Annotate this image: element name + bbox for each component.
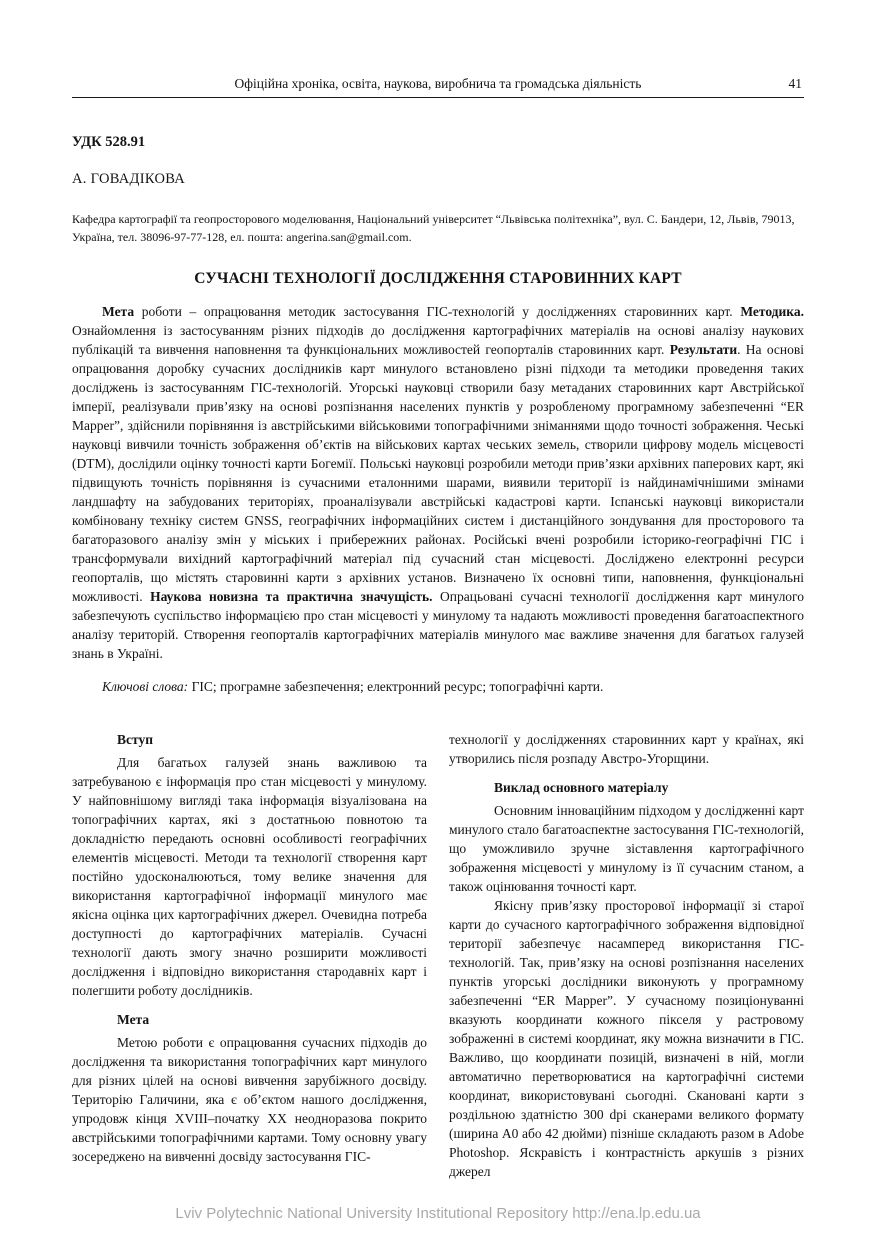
article-title: СУЧАСНІ ТЕХНОЛОГІЇ ДОСЛІДЖЕННЯ СТАРОВИННИХ КАРТ [194, 270, 682, 287]
repository-footer: Lviv Polytechnic National University Institutional Repository http://ena.lp.edu.ua [175, 1205, 701, 1222]
keywords-label: Ключові слова: [102, 678, 189, 694]
abstract-text-1: роботи – опрацювання методик застосування ГІС-технологій у дослідженнях старовинних карт. [134, 304, 741, 319]
heading-main-material: Виклад основного матеріалу [494, 779, 669, 795]
author-name: А. ГОВАДІКОВА [72, 171, 186, 187]
paragraph-goal: Метою роботи є опрацювання сучасних підходів до дослідження та використання топографічних карт минулого для різних цілей на основі вивчення зарубіжного досвіду. Територію Галичини, яка є об’єктом нашого дослідження, упродовж кінця XVIII–початку XX неодноразова покрито австрійськими топографічними картами. Тому основну увагу зосереджено на вивченні досвіду застосування ГІС- [72, 1034, 427, 1164]
author-affiliation: Кафедра картографії та геопросторового моделювання, Національний університет “Львівська політехніка”, вул. С. Бандери, 12, Львів, 79013, Україна, тел. 38096-97-77-128, ел. пошта: angerina.san@gmail.com. [72, 212, 795, 244]
running-title: Офіційна хроніка, освіта, наукова, виробнича та громадська діяльність [234, 76, 642, 91]
udc-code: УДК 528.91 [72, 134, 146, 150]
abstract-paragraph [72, 302, 804, 663]
abstract-text-4: Опрацьовані сучасні технології дослідження карт минулого забезпечують суспільство інформацією про стан місцевості у минулому та надають можливості проведення багатоаспектного аналізу територій. Створення геопорталів картографічних матеріалів минулого має важливе значення для багатьох галузей знань в Україні. [72, 589, 805, 661]
paragraph-main-2: Якісну прив’язку просторової інформації зі старої карти до сучасного картографічного зображення відповідної території забезпечує насамперед використання ГІС-технологій. Так, прив’язку на основі розпізнання населених пунктів угорські дослідники виконують у програмному забезпеченні “ER Mapper”. У сучасному позиціонуванні вказують координати кожного пікселя у растровому зображенні в системі координат, яку можна визначити в ГІС. Важливо, що координати позицій, визначені в ній, могли автоматично перетворюватися на картографічні системи координат, використовувані сьогодні. Скановані карти з роздільною здатністю 300 dpi сканерами великого формату (ширина А0 або 42 дюйми) пізніше складають разом в Adobe Photoshop. Яскравість і контрастність аркушів з різних джерел [449, 897, 804, 1179]
abstract-text-2: Ознайомлення із застосуванням різних підходів до дослідження картографічних матеріалів на основі аналізу наукових публікацій та вивчення наповнення та функціональних можливостей геопорталів старовинних карт. [72, 323, 804, 357]
page-number: 41 [788, 76, 802, 91]
abstract-label-novelty: Наукова новизна та практична значущість. [150, 589, 433, 604]
keywords-line [72, 677, 804, 696]
two-column-body [72, 730, 804, 1181]
heading-goal: Мета [117, 1011, 150, 1027]
keywords-text: ГІС; програмне забезпечення; електронний ресурс; топографічні карти. [188, 678, 604, 694]
right-column [449, 730, 804, 1181]
heading-intro: Вступ [117, 731, 153, 747]
abstract-label-methods: Методика. [740, 304, 804, 319]
abstract-label-results: Результати [669, 342, 738, 357]
running-header [72, 76, 804, 98]
paragraph-intro: Для багатьох галузей знань важливою та затребуваною є інформація про стан місцевості у минулому. У найповнішому вигляді така інформація візуалізована на топографічних картах, які з достатньою повнотою та докладністю передають основні особливості географічних елементів місцевості. Методи та технології створення карт постійно удосконалюються, тому велике значення для використання картографічної інформації минулого має якісна оцінка цих картографічних джерел. Очевидна потреба доступності до картографічних матеріалів. Сучасні технології дають змогу значно розширити можливості дослідження і відповідно використання стародавніх карт і полегшити роботу дослідників. [72, 754, 427, 998]
paragraph-main-1: Основним інноваційним підходом у дослідженні карт минулого стало багатоаспектне застосування ГІС-технологій, що уможливило зручне зіставлення картографічного зображення місцевості у минулому із її сучасним станом, а також оцінювання точності карт. [449, 802, 804, 894]
abstract-text-3: . На основі опрацювання доробку сучасних дослідників карт минулого встановлено різні підходи та методики проведення таких досліджень із застосуванням ГІС-технологій. Угорські науковці створили базу метаданих старовинних карт Австрійської імперії, реалізували прив’язку на основі розпізнання населених пунктів у розробленому програмному забезпеченні “ER Mapper”, здійснили порівняння із австрійськими військовими топографічними зніманнями щодо точності зображення. Чеські науковці вивчили точність зображення об’єктів на військових картах чеських земель, створили цифрову модель місцевості (DTM), дослідили оцінку точності карти Богемії. Польські науковці розробили методи прив’язки архівних паперових карт, які підвищують точність порівняння із сучасними еталонними шарами, виявили території із найдинамічнішими змінами ландшафту на забудованих територіях, проаналізували австрійські кадастрові карти. Іспанські науковці використали комбіновану техніку систем GNSS, географічних інформаційних систем і дистанційного зондування для просторового та багаторазового аналізу змін у міських і прибережних районах. Російські вчені розробили історико-географічні ГІС і трансформували вихідний картографічний матеріал під сучасний стан місцевості. Досліджено електронні ресурси геопорталів, що містять старовинні карти з архівних установ. Визначено їх основні типи, наповнення, функціональні можливості. [72, 342, 804, 604]
abstract-label-meta: Мета [102, 304, 135, 319]
left-column [72, 730, 427, 1181]
paragraph-continuation: технології у дослідженнях старовинних карт у країнах, які утворились після розпаду Австро-Угорщини. [449, 731, 804, 766]
